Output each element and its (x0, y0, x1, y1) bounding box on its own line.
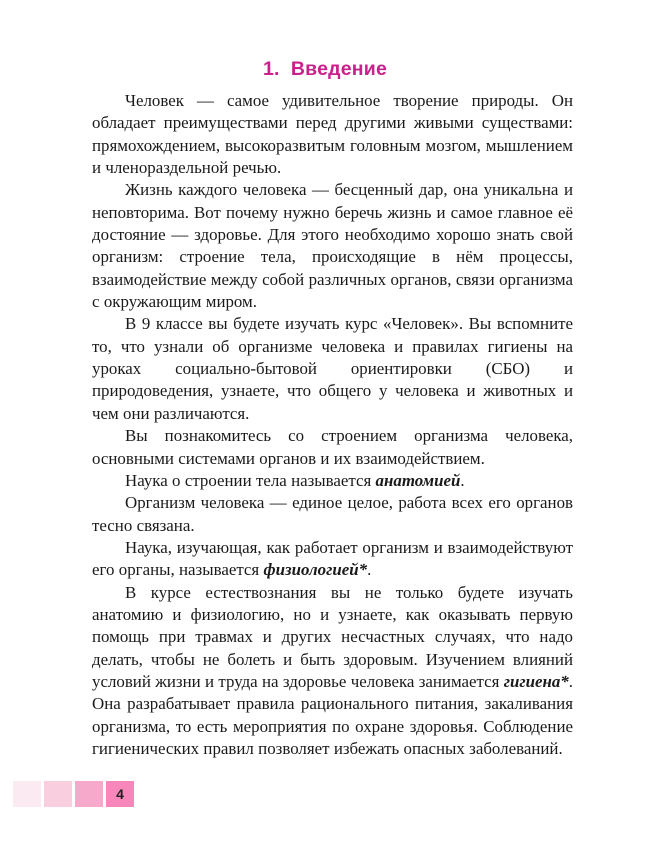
paragraph-8-hygiene (92, 582, 573, 761)
paragraph-1: Человек — самое удивительное творение природы. Он обладает преимуществами перед другими живыми существами: прямохождением, высокоразвитым головным мозгом, мышлением и членораздельной речью. (92, 91, 573, 178)
paragraph-5-anatomy (92, 470, 573, 492)
footer-swatch-2 (44, 781, 72, 807)
paragraph-7-tail: . (367, 560, 372, 580)
paragraph-4: Вы познакомитесь со строением организма человека, основными системами органов и их взаимодействием. (92, 426, 573, 468)
paragraph-2: Жизнь каждого человека — бесценный дар, она уникальна и неповторима. Вот почему нужно беречь жизнь и самое главное её достояние — здоровье. Для этого необходимо хорошо знать свой организм: строение тела, происходящие в нём процессы, взаимодействие между собой различных органов, связи организма с окружающим миром. (92, 180, 573, 312)
paragraph-8-tail: . Она разрабатывает правила рационального питания, закаливания организма, то есть мероприятия по охране здоровья. Соблюдение гигиенических правил позволяет избежать опасных заболеваний. (92, 671, 573, 758)
footer-swatch-1 (13, 781, 41, 807)
footer-swatch-4 (106, 781, 134, 807)
paragraph-5-lead: Наука о строении тела называется (125, 470, 376, 490)
paragraph-5-tail: . (460, 470, 465, 490)
paragraph-7-physiology (92, 537, 573, 582)
page-title: 1. Введение (263, 58, 387, 80)
footer-swatch-3 (75, 781, 103, 807)
paragraph-7-lead: Наука, изучающая, как работает организм и взаимодействуют его органы, называется (92, 537, 573, 580)
body-text-column (92, 90, 573, 760)
page-footer-swatches (13, 781, 137, 807)
paragraph-6: Организм человека — единое целое, работа всех его органов тесно связана. (92, 493, 573, 535)
term-hygiene: гигиена* (503, 671, 569, 691)
paragraph-8-lead: В курсе естествознания вы не только будете изучать анатомию и физиологию, но и узнаете, как оказывать первую помощь при травмах и других несчастных случаях, что надо делать, чтобы не болеть и быть здоровым. Изучением влияний условий жизни и труда на здоровье человека занимается (92, 582, 573, 691)
term-anatomy: анатомией (375, 470, 461, 490)
page-number: 4 (116, 786, 124, 802)
term-physiology: физиологией* (263, 560, 368, 580)
paragraph-3: В 9 классе вы будете изучать курс «Человек». Вы вспомните то, что узнали об организме человека и правилах гигиены на уроках социально-бытовой ориентировки (СБО) и природоведения, узнаете, что общего у человека и животных и чем они различаются. (92, 314, 573, 423)
